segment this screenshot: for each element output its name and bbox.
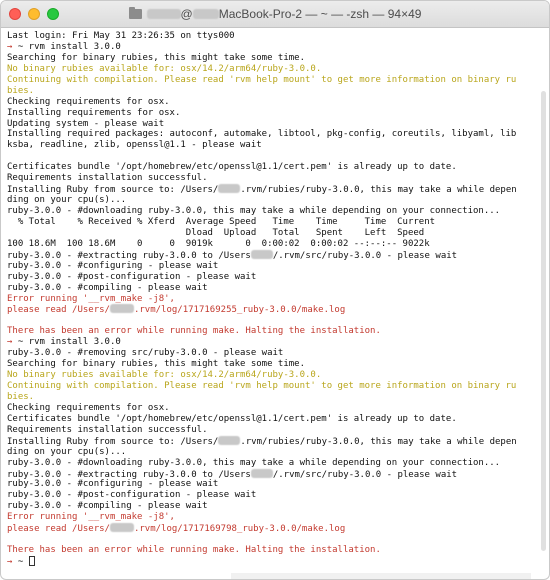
terminal-line	[7, 304, 537, 315]
terminal-line	[7, 272, 537, 283]
line-text: ksba, readline, zlib, openssl@1.1 - please wait	[7, 140, 262, 151]
redacted-username	[147, 9, 181, 19]
redacted-text	[110, 523, 134, 532]
line-text: Installing required packages: autoconf, automake, libtool, pkg-config, coreutils, libyaml, lib	[7, 129, 517, 140]
warning-text: No binary rubies available for: osx/14.2/arm64/ruby-3.0.0.	[7, 370, 322, 381]
terminal-line	[7, 392, 537, 403]
terminal-line	[7, 403, 537, 414]
terminal-line	[7, 217, 537, 228]
error-text: Error running '__rvm_make -j8',	[7, 293, 175, 304]
line-text: Updating system - please wait	[7, 118, 165, 129]
line-text: ruby-3.0.0 - #extracting ruby-3.0.0 to /Users	[7, 250, 251, 261]
command-text: ~	[12, 557, 29, 567]
terminal-line	[7, 545, 537, 556]
line-text: .rvm/rubies/ruby-3.0.0, this may take a while depen	[240, 436, 517, 447]
line-text: Certificates bundle '/opt/homebrew/etc/openssl@1.1/cert.pem' is already up to date.	[7, 162, 457, 173]
line-text: ruby-3.0.0 - #compiling - please wait	[7, 282, 208, 293]
terminal-line	[7, 512, 537, 523]
terminal-line	[7, 173, 537, 184]
line-text: ding on your cpu(s)...	[7, 195, 127, 206]
terminal-line	[7, 337, 537, 348]
prompt-arrow-icon: →	[7, 41, 13, 52]
redacted-text	[251, 250, 273, 259]
line-text: Searching for binary rubies, this might take some time.	[7, 52, 306, 63]
line-text: Checking requirements for osx.	[7, 402, 170, 413]
line-text: Requirements installation successful.	[7, 173, 208, 184]
terminal-line	[7, 97, 537, 108]
terminal-line	[7, 326, 537, 337]
redacted-text	[218, 436, 240, 445]
error-text: please read /Users/	[7, 305, 110, 316]
scrollbar-thumb[interactable]	[541, 91, 546, 551]
line-text: ruby-3.0.0 - #downloading ruby-3.0.0, this may take a while depending on your connection...	[7, 457, 501, 468]
terminal-line	[7, 239, 537, 250]
line-text: % Total % Received % Xferd Average Speed Time Time Time Current	[7, 216, 436, 227]
terminal-line	[7, 501, 537, 512]
line-text: ruby-3.0.0 - #post-configuration - please wait	[7, 271, 257, 282]
line-text: ruby-3.0.0 - #downloading ruby-3.0.0, this may take a while depending on your connection...	[7, 206, 501, 216]
prompt-arrow-icon: →	[7, 557, 13, 567]
line-text: ruby-3.0.0 - #configuring - please wait	[7, 479, 219, 490]
title-bar[interactable]	[1, 1, 549, 28]
line-text: ruby-3.0.0 - #configuring - please wait	[7, 260, 219, 271]
terminal-line	[7, 206, 537, 217]
command-text: ~ rvm install 3.0.0	[12, 41, 121, 52]
error-text: Error running '__rvm_make -j8',	[7, 512, 175, 523]
terminal-line	[7, 162, 537, 173]
terminal-line	[7, 228, 537, 239]
terminal-line	[7, 108, 537, 119]
terminal-line	[7, 425, 537, 436]
terminal-line	[7, 64, 537, 75]
line-text: Searching for binary rubies, this might take some time.	[7, 359, 306, 370]
line-text: Installing Ruby from source to: /Users/	[7, 185, 219, 196]
terminal-line	[7, 294, 537, 305]
line-text: ruby-3.0.0 - #compiling - please wait	[7, 501, 208, 512]
warning-text: Continuing with compilation. Please read 'rvm help mount' to get more information on binary ru	[7, 74, 517, 85]
line-text: Certificates bundle '/opt/homebrew/etc/openssl@1.1/cert.pem' is already up to date.	[7, 413, 457, 424]
terminal-line	[7, 283, 537, 294]
terminal-line	[7, 534, 537, 545]
window-title: @ MacBook-Pro-2 — ~ — -zsh — 94×49	[1, 7, 549, 21]
terminal-line	[7, 479, 537, 490]
line-text: Checking requirements for osx.	[7, 96, 170, 107]
terminal-line	[7, 75, 537, 86]
warning-text: bies.	[7, 85, 35, 96]
error-text: There has been an error while running make. Halting the installation.	[7, 326, 381, 337]
line-text: Installing requirements for osx.	[7, 107, 181, 118]
terminal-line	[7, 315, 537, 326]
window-title-text: MacBook-Pro-2 — ~ — -zsh — 94×49	[218, 7, 422, 21]
error-text: please read /Users/	[7, 524, 110, 535]
terminal-line	[7, 447, 537, 458]
line-text: 100 18.6M 100 18.6M 0 0 9019k 0 0:00:02 0:00:02 --:--:-- 9022k	[7, 238, 430, 249]
prompt-arrow-icon: →	[7, 337, 13, 348]
command-text: ~ rvm install 3.0.0	[12, 337, 121, 348]
terminal-line	[7, 359, 537, 370]
terminal-line	[7, 184, 537, 195]
line-text: ruby-3.0.0 - #extracting ruby-3.0.0 to /Users	[7, 469, 251, 480]
terminal-line	[7, 31, 537, 42]
line-text: ding on your cpu(s)...	[7, 446, 127, 457]
terminal-line	[7, 151, 537, 162]
error-text: .rvm/log/1717169798_ruby-3.0.0/make.log	[133, 524, 346, 535]
terminal-line	[7, 140, 537, 151]
scrollbar[interactable]	[541, 31, 546, 571]
terminal-line	[7, 381, 537, 392]
terminal-line	[7, 490, 537, 501]
redacted-text	[110, 304, 134, 313]
folder-icon	[129, 9, 142, 19]
terminal-line	[7, 414, 537, 425]
terminal-line	[7, 53, 537, 64]
warning-text: Continuing with compilation. Please read 'rvm help mount' to get more information on binary ru	[7, 381, 517, 391]
line-text: /.rvm/src/ruby-3.0.0 - please wait	[272, 469, 458, 480]
line-text: Requirements installation successful.	[7, 424, 208, 435]
line-text: Last login: Fri May 31 23:26:35 on ttys000	[7, 31, 235, 41]
warning-text: bies.	[7, 391, 35, 402]
line-text: ruby-3.0.0 - #post-configuration - please wait	[7, 490, 257, 501]
terminal-line	[7, 129, 537, 140]
warning-text: No binary rubies available for: osx/14.2/arm64/ruby-3.0.0.	[7, 63, 322, 74]
terminal-line	[7, 348, 537, 359]
terminal-line	[7, 436, 537, 447]
line-text: .rvm/rubies/ruby-3.0.0, this may take a while depen	[240, 185, 517, 196]
terminal-line	[7, 458, 537, 469]
redacted-text	[218, 184, 240, 193]
error-text: There has been an error while running make. Halting the installation.	[7, 545, 381, 556]
text-cursor	[29, 556, 35, 566]
line-text: Installing Ruby from source to: /Users/	[7, 436, 219, 447]
error-text: .rvm/log/1717169255_ruby-3.0.0/make.log	[133, 305, 346, 316]
redacted-text	[251, 469, 273, 478]
line-text: Dload Upload Total Spent Left Speed	[7, 227, 425, 238]
terminal-line	[7, 523, 537, 534]
terminal-line	[7, 119, 537, 130]
terminal-line	[7, 86, 537, 97]
redacted-host	[193, 9, 219, 19]
bottom-overlay	[231, 573, 531, 580]
terminal-line	[7, 250, 537, 261]
terminal-line	[7, 469, 537, 480]
terminal-line	[7, 370, 537, 381]
terminal-line	[7, 42, 537, 53]
terminal-line	[7, 556, 537, 567]
line-text: /.rvm/src/ruby-3.0.0 - please wait	[272, 250, 458, 261]
line-text: ruby-3.0.0 - #removing src/ruby-3.0.0 - please wait	[7, 348, 284, 359]
terminal-line	[7, 195, 537, 206]
terminal-line	[7, 261, 537, 272]
terminal-output[interactable]	[7, 31, 537, 567]
